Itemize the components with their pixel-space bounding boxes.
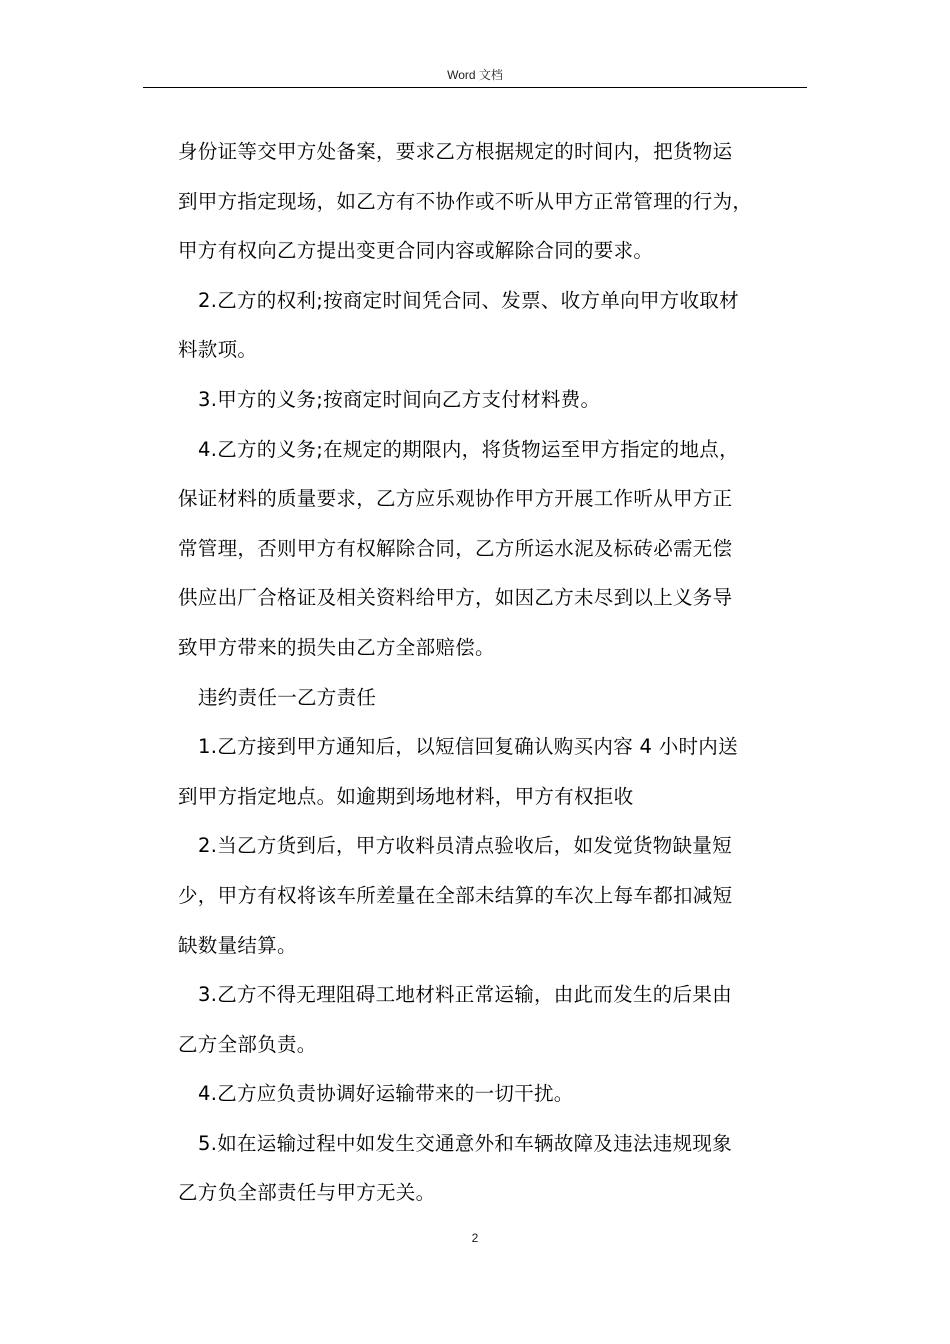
page-number: 2 <box>471 1231 479 1245</box>
paragraph-line: 3.甲方的义务;按商定时间向乙方支付材料费。 <box>198 387 601 411</box>
header-divider <box>143 87 807 88</box>
paragraph-line: 3.乙方不得无理阻碍工地材料正常运输，由此而发生的后果由 <box>198 983 733 1007</box>
page-header: Word 文档 <box>447 68 503 82</box>
paragraph-line: 4.乙方的义务;在规定的期限内，将货物运至甲方指定的地点， <box>198 437 739 461</box>
paragraph-line: 身份证等交甲方处备案，要求乙方根据规定的时间内，把货物运 <box>178 140 733 163</box>
paragraph-line: 乙方负全部责任与甲方无关。 <box>178 1181 436 1205</box>
paragraph-line: 少，甲方有权将该车所差量在全部未结算的车次上每车都扣减短 <box>178 883 733 907</box>
document-body <box>178 127 810 1218</box>
paragraph-line: 4.乙方应负责协调好运输带来的一切干扰。 <box>198 1082 574 1106</box>
paragraph-line: 到甲方指定地点。如逾期到场地材料，甲方有权拒收 <box>178 784 634 808</box>
paragraph-line: 甲方有权向乙方提出变更合同内容或解除合同的要求。 <box>178 239 654 263</box>
paragraph-line: 料款项。 <box>178 338 258 362</box>
paragraph-line: 到甲方指定现场，如乙方有不协作或不听从甲方正常管理的行为， <box>178 189 753 213</box>
paragraph-line: 保证材料的质量要求，乙方应乐观协作甲方开展工作听从甲方正 <box>178 487 733 511</box>
section-heading: 违约责任一乙方责任 <box>198 685 377 709</box>
paragraph-line: 常管理，否则甲方有权解除合同，乙方所运水泥及标砖必需无偿 <box>178 536 733 560</box>
paragraph-line: 供应出厂合格证及相关资料给甲方，如因乙方未尽到以上义务导 <box>178 586 733 610</box>
paragraph-line: 致甲方带来的损失由乙方全部赔偿。 <box>178 635 495 659</box>
paragraph-line: 2.乙方的权利;按商定时间凭合同、发票、收方单向甲方收取材 <box>198 288 739 312</box>
paragraph-line: 2.当乙方货到后，甲方收料员清点验收后，如发觉货物缺量短 <box>198 834 733 858</box>
paragraph-line: 5.如在运输过程中如发生交通意外和车辆故障及违法违规现象 <box>198 1131 733 1155</box>
paragraph-line: 乙方全部负责。 <box>178 1032 317 1056</box>
paragraph-line: 缺数量结算。 <box>178 933 297 957</box>
paragraph-line: 1.乙方接到甲方通知后，以短信回复确认购买内容 4 小时内送 <box>198 735 738 759</box>
